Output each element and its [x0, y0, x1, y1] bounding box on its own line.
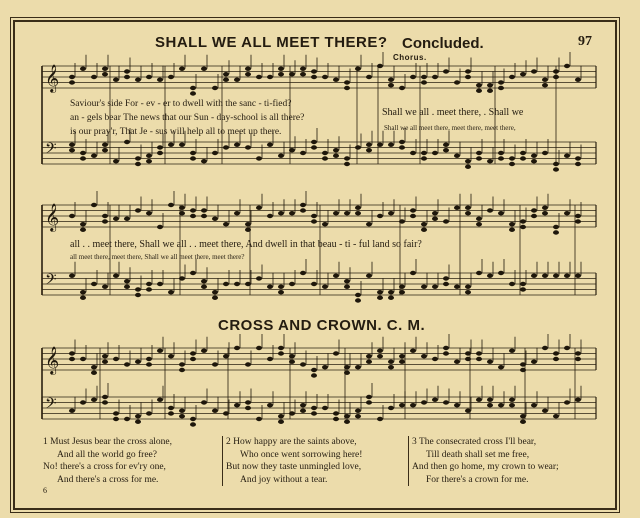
note-head [212, 278, 218, 300]
note-head [542, 334, 548, 350]
note-head [201, 197, 207, 219]
note-head [223, 210, 229, 226]
lyric-line-3: is our pray'r, That Je - sus will help all to meet up there. [70, 127, 282, 137]
note-head [564, 52, 570, 68]
verse-divider [222, 436, 223, 486]
note-head [465, 273, 471, 295]
note-head [575, 340, 581, 362]
note-head [476, 340, 482, 362]
verse-2 [226, 436, 362, 486]
note-head [421, 342, 427, 358]
verse-line: And then go home, my crown to wear; [412, 462, 559, 472]
note-head [399, 342, 405, 364]
note-head [267, 273, 273, 289]
note-head [311, 58, 317, 80]
note-head [531, 262, 537, 278]
chorus-lyric-small: Shall we all meet there, meet there, meet there, [384, 124, 516, 132]
page-number: 97 [578, 34, 592, 49]
verse-line: How happy are the saints above, [233, 437, 357, 447]
note-head [509, 386, 515, 408]
note-head [432, 273, 438, 289]
note-head [146, 400, 152, 416]
verse-line: Who once went sorrowing here! [240, 449, 363, 460]
note-head [113, 205, 119, 221]
note-head [135, 66, 141, 82]
note-head [256, 194, 262, 210]
verse-divider [408, 436, 409, 486]
note-head [421, 389, 427, 405]
note-head [124, 205, 130, 221]
note-head [80, 345, 86, 361]
note-head [102, 273, 108, 289]
note-head [190, 197, 196, 219]
note-head [476, 259, 482, 275]
note-head [454, 194, 460, 210]
note-head [80, 55, 86, 71]
note-head [564, 262, 570, 278]
verse-line: Till death shall set me free, [426, 449, 530, 460]
note-head [91, 142, 97, 158]
note-head [234, 66, 240, 82]
note-head [124, 267, 130, 289]
verse-number: 1 [43, 437, 48, 447]
note-head [454, 348, 460, 364]
note-head [553, 402, 559, 418]
note-head [443, 334, 449, 356]
note-head [432, 386, 438, 402]
note-head [278, 402, 284, 424]
note-head [179, 55, 185, 71]
note-head [498, 391, 504, 407]
note-head [542, 262, 548, 278]
note-head [91, 270, 97, 286]
note-head [487, 147, 493, 163]
note-head [102, 342, 108, 364]
note-head [564, 389, 570, 405]
note-head [377, 405, 383, 421]
note-head [454, 142, 460, 158]
verse-line: For there's a crown for me. [426, 474, 529, 485]
note-head [377, 337, 383, 359]
chorus-lyric-main: Shall we all . meet there, . Shall we [382, 107, 524, 118]
note-head [509, 337, 515, 353]
note-head [212, 397, 218, 413]
note-head [300, 259, 306, 275]
note-head [190, 259, 196, 275]
note-head [333, 199, 339, 215]
note-head [300, 391, 306, 413]
note-head [322, 210, 328, 226]
note-head [443, 265, 449, 287]
note-head [278, 199, 284, 215]
note-head [344, 199, 350, 215]
note-head [498, 199, 504, 215]
note-head [212, 351, 218, 367]
note-head [102, 383, 108, 405]
note-head [476, 386, 482, 402]
note-head [388, 394, 394, 410]
note-head [157, 386, 163, 402]
hymn1-title: SHALL WE ALL MEET THERE? [155, 34, 388, 51]
note-head [531, 391, 537, 407]
treble-clef-icon: 𝄞 [45, 346, 60, 374]
note-head [135, 402, 141, 424]
note-head [333, 262, 339, 278]
verse-line: The consecrated cross I'll bear, [418, 437, 537, 447]
note-head [520, 60, 526, 76]
note-head [300, 351, 306, 367]
note-head [124, 351, 130, 367]
note-head [168, 278, 174, 294]
verse-number: 3 [412, 437, 417, 447]
lyric-line-2: an - gels bear The news that our Sun - day-school is all there? [70, 113, 305, 123]
note-head [531, 348, 537, 364]
note-head [366, 342, 372, 364]
note-head [113, 147, 119, 163]
note-head [157, 270, 163, 286]
treble-clef-icon: 𝄞 [45, 203, 60, 231]
note-head [322, 273, 328, 289]
note-head [157, 337, 163, 353]
note-head [377, 278, 383, 300]
note-head [542, 397, 548, 413]
note-head [223, 270, 229, 286]
note-head [487, 262, 493, 278]
note-head [278, 334, 284, 356]
note-head [113, 345, 119, 361]
note-head [234, 270, 240, 286]
note-head [91, 353, 97, 375]
note-head [388, 199, 394, 215]
verse-line: And joy without a tear. [240, 474, 328, 485]
verse-1 [43, 436, 172, 486]
note-head [245, 351, 251, 367]
bass-clef-icon: 𝄢 [45, 140, 57, 161]
note-head [454, 273, 460, 289]
note-head [564, 334, 570, 350]
note-head [564, 142, 570, 158]
note-head [234, 199, 240, 215]
note-head [300, 191, 306, 213]
verse-line: No! there's a cross for ev'ry one, [43, 462, 166, 472]
note-head [355, 55, 361, 71]
note-head [531, 197, 537, 219]
note-head [234, 391, 240, 407]
lyric-line-system2: all . . meet there, Shall we all . . meet there, And dwell in that beau - ti - ful land so fair? [70, 239, 422, 250]
note-head [113, 262, 119, 278]
note-head [245, 389, 251, 411]
note-head [575, 386, 581, 402]
note-head [355, 397, 361, 419]
note-head [234, 334, 240, 350]
note-head [388, 278, 394, 300]
verse-line: But now they taste unmingled love, [226, 462, 362, 472]
note-head [465, 58, 471, 80]
note-head [344, 267, 350, 289]
note-head [179, 397, 185, 419]
note-head [80, 278, 86, 300]
note-head [509, 270, 515, 286]
note-head [212, 205, 218, 221]
note-head [124, 58, 130, 80]
note-head [311, 128, 317, 150]
note-head [146, 199, 152, 215]
note-head [322, 353, 328, 369]
note-head [487, 348, 493, 364]
note-head [124, 405, 130, 421]
verse-number: 2 [226, 437, 231, 447]
note-head [443, 389, 449, 405]
note-head [278, 142, 284, 158]
verse-3 [412, 436, 559, 486]
note-head [113, 66, 119, 82]
note-head [388, 131, 394, 147]
note-head [267, 345, 273, 361]
note-head [355, 353, 361, 369]
note-head [256, 405, 262, 421]
note-head [267, 391, 273, 407]
note-head [69, 262, 75, 278]
note-head [410, 197, 416, 219]
note-head [135, 348, 141, 364]
note-head [498, 259, 504, 275]
note-head [289, 270, 295, 286]
note-head [311, 270, 317, 286]
verse-line: Must Jesus bear the cross alone, [50, 437, 173, 447]
note-head [553, 340, 559, 362]
note-head [377, 52, 383, 68]
note-head [399, 391, 405, 407]
note-head [498, 353, 504, 369]
note-head [201, 267, 207, 289]
lyric-line-system2-small: all meet there, meet there, Shall we all meet there, meet there? [70, 253, 245, 261]
note-head [91, 386, 97, 402]
note-head [421, 273, 427, 289]
note-head [157, 66, 163, 82]
lyric-line-1: Saviour's side For - ev - er to dwell with the sanc - ti-fied? [70, 99, 292, 109]
note-head [278, 273, 284, 295]
note-head [454, 391, 460, 407]
note-head [333, 340, 339, 356]
verse-line: And all the world go free? [57, 449, 157, 460]
note-head [256, 265, 262, 281]
bass-clef-icon: 𝄢 [45, 271, 57, 292]
note-head [201, 389, 207, 405]
hymn1-subtitle: Concluded. [402, 35, 484, 52]
note-head [366, 383, 372, 405]
chorus-label: Chorus. [393, 53, 427, 62]
footer-mark: 6 [43, 486, 47, 495]
note-head [410, 337, 416, 353]
note-head [80, 389, 86, 405]
verse-line: And there's a cross for me. [57, 474, 159, 485]
note-head [69, 397, 75, 413]
note-head [410, 391, 416, 407]
note-head [322, 394, 328, 410]
note-head [190, 340, 196, 362]
note-head [553, 262, 559, 278]
note-head [410, 259, 416, 275]
note-head [69, 340, 75, 362]
bass-clef-icon: 𝄢 [45, 395, 57, 416]
hymn2-title: CROSS AND CROWN. C. M. [218, 317, 426, 334]
note-head [91, 191, 97, 207]
note-head [487, 386, 493, 408]
note-head [201, 55, 207, 71]
note-head [575, 262, 581, 278]
note-head [168, 191, 174, 207]
note-head [366, 262, 372, 278]
note-head [333, 66, 339, 82]
note-head [168, 342, 174, 358]
note-head [201, 337, 207, 353]
treble-clef-icon: 𝄞 [45, 64, 60, 92]
note-head [366, 210, 372, 226]
note-head [564, 199, 570, 215]
note-head [575, 66, 581, 82]
note-head [388, 348, 394, 370]
note-head [432, 345, 438, 361]
note-head [201, 147, 207, 163]
note-head [256, 334, 262, 350]
note-head [289, 199, 295, 215]
